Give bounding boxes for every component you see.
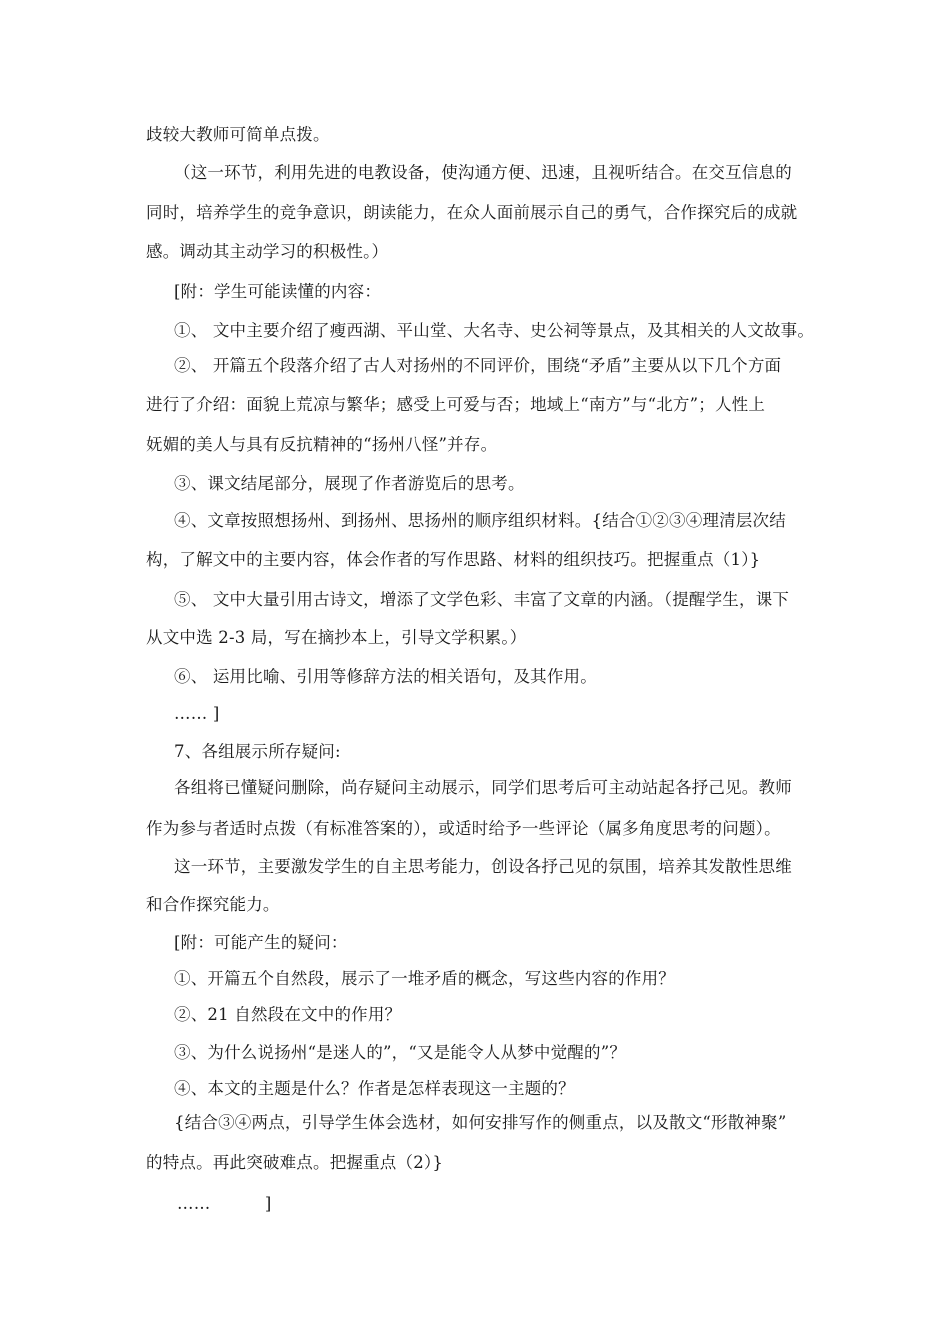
text-line: 同时，培养学生的竞争意识，朗读能力，在众人面前展示自己的勇气，合作探究后的成就 xyxy=(146,203,798,222)
text-line: ⑤、 文中大量引用古诗文，增添了文学色彩、丰富了文章的内涵。（提醒学生，课下 xyxy=(174,590,790,609)
text-line: ①、 文中主要介绍了瘦西湖、平山堂、大名寺、史公祠等景点，及其相关的人文故事。 xyxy=(174,321,815,340)
text-line: ③、为什么说扬州“是迷人的”，“又是能令人从梦中觉醒的”？ xyxy=(174,1043,627,1062)
text-line: ④、文章按照想扬州、到扬州、思扬州的顺序组织材料。{结合①②③④理清层次结 xyxy=(174,511,786,530)
text-line: 进行了介绍：面貌上荒凉与繁华；感受上可爱与否；地域上“南方”与“北方”；人性上 xyxy=(146,395,766,414)
text-line: 妩媚的美人与具有反抗精神的“扬州八怪”并存。 xyxy=(146,435,498,454)
text-line: …… ] xyxy=(174,704,220,723)
text-line: ①、开篇五个自然段，展示了一堆矛盾的概念，写这些内容的作用？ xyxy=(174,969,675,988)
text-line: 歧较大教师可简单点拨。 xyxy=(146,125,330,144)
text-line: （这一环节，利用先进的电教设备，使沟通方便、迅速，且视听结合。在交互信息的 xyxy=(174,163,792,182)
text-line: [附：可能产生的疑问： xyxy=(174,933,348,952)
text-line: …… ] xyxy=(177,1194,272,1213)
text-line: 感。调动其主动学习的积极性。） xyxy=(146,242,389,261)
section-heading: 7、各组展示所存疑问: xyxy=(174,742,341,761)
text-line: ④、本文的主题是什么？作者是怎样表现这一主题的？ xyxy=(174,1079,575,1098)
text-line: 作为参与者适时点拨（有标准答案的），或适时给予一些评论（属多角度思考的问题）。 xyxy=(146,819,781,838)
text-line: 这一环节，主要激发学生的自主思考能力，创设各抒己见的氛围，培养其发散性思维 xyxy=(174,857,792,876)
text-line: ②、21 自然段在文中的作用？ xyxy=(174,1005,402,1024)
text-line: 的特点。再此突破难点。把握重点（2）} xyxy=(146,1153,444,1172)
text-line: ⑥、 运用比喻、引用等修辞方法的相关语句，及其作用。 xyxy=(174,667,597,686)
text-line: 从文中选 2-3 局，写在摘抄本上，引导文学积累。） xyxy=(146,628,527,647)
text-line: 构，了解文中的主要内容，体会作者的写作思路、材料的组织技巧。把握重点（1）} xyxy=(146,550,761,569)
text-line: ③、课文结尾部分，展现了作者游览后的思考。 xyxy=(174,474,525,493)
text-line: {结合③④两点，引导学生体会选材，如何安排写作的侧重点，以及散文“形散神聚” xyxy=(174,1113,787,1132)
text-line: 和合作探究能力。 xyxy=(146,895,280,914)
text-line: 各组将已懂疑问删除，尚存疑问主动展示，同学们思考后可主动站起各抒己见。教师 xyxy=(174,778,792,797)
text-line: ②、 开篇五个段落介绍了古人对扬州的不同评价，围绕“矛盾”主要从以下几个方面 xyxy=(174,356,782,375)
text-line: [附：学生可能读懂的内容： xyxy=(174,282,382,301)
